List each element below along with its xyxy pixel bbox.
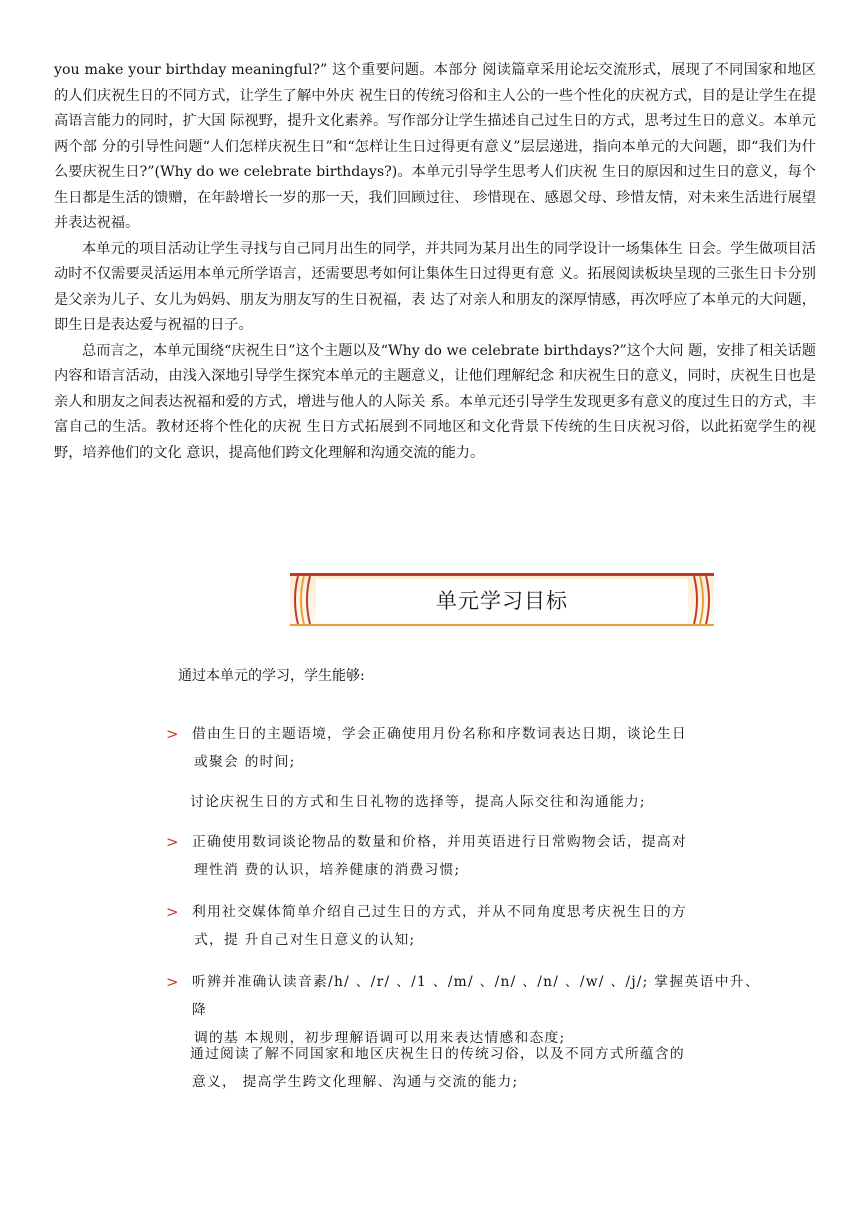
intro-text — [54, 58, 816, 466]
goal-text: 借由生日的主题语境，学会正确使用月份名称和序数词表达日期，谈论生日 — [192, 726, 687, 742]
chevron-right-icon: > — [166, 725, 179, 743]
goal-text: 利用社交媒体简单介绍自己过生日的方式，并从不同角度思考庆祝生日的方 — [192, 904, 687, 920]
goals-lead: 通过本单元的学习，学生能够: — [178, 668, 365, 684]
goal-text: 听辨并准确认读音素/h/ 、/r/ 、/1 、/m/ 、/n/ 、/n/ 、/w/ 、/j/; 掌握英语中升、降 — [192, 974, 760, 1018]
goal-text-continued: 调的基 本规则，初步理解语调可以用来表达情感和态度; — [194, 1030, 566, 1046]
chevron-right-icon: > — [166, 973, 179, 991]
section-banner — [290, 573, 714, 627]
chevron-right-icon: > — [166, 903, 179, 921]
goal-text-continued: 意义， 提高学生跨文化理解、沟通与交流的能力; — [192, 1074, 519, 1090]
goal-text: 讨论庆祝生日的方式和生日礼物的选择等，提高人际交往和沟通能力; — [190, 794, 646, 810]
goal-text-continued: 理性消 费的认识，培养健康的消费习惯; — [194, 862, 461, 878]
goal-text-continued: 式，提 升自己对生日意义的认知; — [194, 932, 416, 948]
goal-text-continued: 或聚会 的时间; — [194, 754, 296, 770]
intro-paragraph-2: 本单元的项目活动让学生寻找与自己同月出生的同学，并共同为某月出生的同学设计一场集体生 日会。学生做项目活动时不仅需要灵活运用本单元所学语言，还需要思考如何让集体生日过得更有意 义。拓展阅读板块呈现的三张生日卡分别是父亲为儿子、女儿为妈妈、朋友为朋友写的生日祝福，表 达了对亲人和朋友的深厚情感，再次呼应了本单元的大问题，即生日是表达爱与祝福的日子。 — [54, 240, 816, 333]
goal-text: 通过阅读了解不同国家和地区庆祝生日的传统习俗，以及不同方式所蕴含的 — [190, 1046, 685, 1062]
goal-text: 正确使用数词谈论物品的数量和价格，并用英语进行日常购物会话，提高对 — [192, 834, 687, 850]
section-title: 单元学习目标 — [436, 589, 568, 613]
intro-paragraph-1: you make your birthday meaningful?” 这个重要问题。本部分 阅读篇章采用论坛交流形式，展现了不同国家和地区的人们庆祝生日的不同方式，让学生了解中外庆 祝生日的传统习俗和主人公的一些个性化的庆祝方式，目的是让学生在提高语言能力的同时，扩大国 际视野，提升文化素养。写作部分让学生描述自己过生日的方式，思考过生日的意义。本单元两个部 分的引导性问题“人们怎样庆祝生日”和“怎样让生日过得更有意义”层层递进，指向本单元的大问题，即“我们为什么要庆祝生日?”(Why do we celebrate birthdays?)。本单元引导学生思考人们庆祝 生日的原因和过生日的意义，每个生日都是生活的馈赠，在年龄增长一岁的那一天，我们回顾过往、 珍惜现在、感恩父母、珍惜友情，对未来生活进行展望并表达祝福。 — [54, 62, 816, 231]
chevron-right-icon: > — [166, 833, 179, 851]
intro-paragraph-3: 总而言之，本单元围绕“庆祝生日”这个主题以及“Why do we celebrate birthdays?”这个大问 题，安排了相关话题内容和语言活动，由浅入深地引导学生探究本单元的主题意义，让他们理解纪念 和庆祝生日的意义，同时，庆祝生日也是亲人和朋友之间表达祝福和爱的方式，增进与他人的人际关 系。本单元还引导学生发现更多有意义的度过生日的方式，丰富自己的生活。教材还将个性化的庆祝 生日方式拓展到不同地区和文化背景下传统的生日庆祝习俗，以此拓宽学生的视野，培养他们的文化 意识，提高他们跨文化理解和沟通交流的能力。 — [54, 342, 816, 461]
